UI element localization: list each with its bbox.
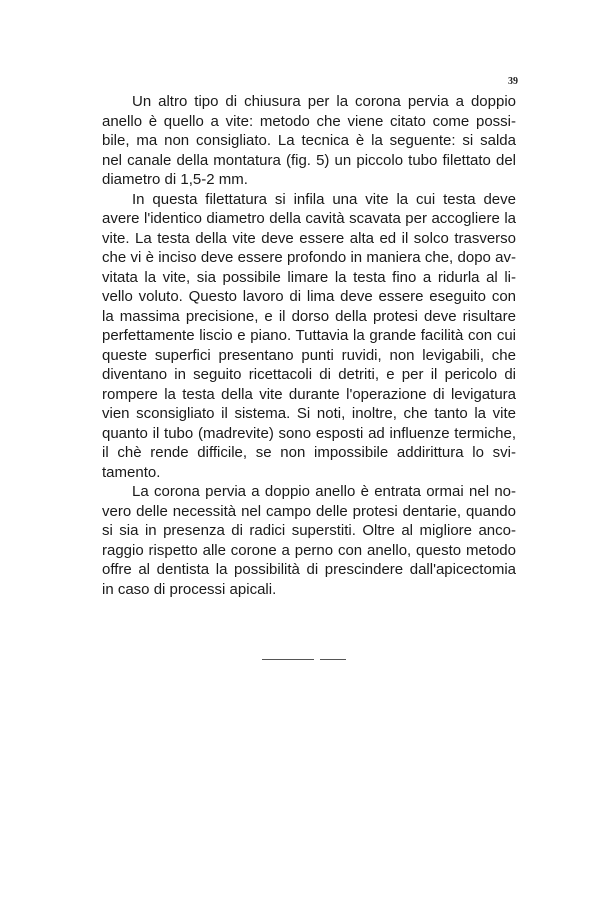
text-line: diventano in seguito ricettacoli di detriti, e per il pericolo di (102, 366, 516, 383)
text-line: rompere la testa della vite durante l'operazione di levigatura (102, 385, 516, 403)
text-line: vello voluto. Questo lavoro di lima deve essere eseguito con (102, 288, 516, 305)
text-line: quanto il tubo (madrevite) sono esposti ad influenze termiche, (102, 424, 516, 442)
text-line: offre al dentista la possibilità di prescindere dall'apicectomia (102, 561, 516, 578)
text-line: avere l'identico diametro della cavità scavata per accogliere la (102, 210, 516, 227)
text-line: in caso di processi apicali. (102, 580, 277, 598)
section-divider (320, 659, 346, 660)
text-line: che vi è inciso deve essere profondo in maniera che, dopo av- (102, 249, 516, 266)
text-line: La corona pervia a doppio anello è entrata ormai nel no- (132, 483, 516, 500)
body-text (102, 92, 516, 599)
text-line: tamento. (102, 463, 161, 481)
text-line: nel canale della montatura (fig. 5) un piccolo tubo filettato del (102, 151, 516, 169)
text-line: raggio rispetto alle corone a perno con anello, questo metodo (102, 541, 516, 559)
text-line: queste superfici presentano punti ruvidi, non levigabili, che (102, 346, 516, 364)
text-line: il chè rende difficile, se non impossibile addirittura lo svi- (102, 444, 516, 461)
paragraph (102, 482, 516, 599)
paragraph (102, 190, 516, 483)
text-line: In questa filettatura si infila una vite la cui testa deve (132, 190, 516, 208)
paragraph (102, 92, 516, 190)
text-line: bile, ma non consigliato. La tecnica è la seguente: si salda (102, 132, 516, 149)
text-line: Un altro tipo di chiusura per la corona pervia a doppio (132, 93, 516, 110)
text-line: vitata la vite, sia possibile limare la testa fino a ridurla al li- (102, 268, 516, 286)
text-line: perfettamente liscio e piano. Tuttavia la grande facilità con cui (102, 327, 516, 344)
page-number: 39 (508, 76, 518, 87)
text-line: vite. La testa della vite deve essere alta ed il solco trasverso (102, 229, 516, 247)
text-line: anello è quello a vite: metodo che viene citato come possi- (102, 112, 516, 130)
text-line: diametro di 1,5-2 mm. (102, 171, 248, 188)
section-divider (262, 659, 314, 660)
text-line: vero delle necessità nel campo delle protesi dentarie, quando (102, 502, 516, 520)
text-line: la massima precisione, e il dorso della protesi deve risultare (102, 307, 516, 325)
text-line: vien sconsigliato il sistema. Si noti, inoltre, che tanto la vite (102, 405, 516, 422)
text-line: si sia in presenza di radici superstiti. Oltre al migliore anco- (102, 522, 516, 539)
